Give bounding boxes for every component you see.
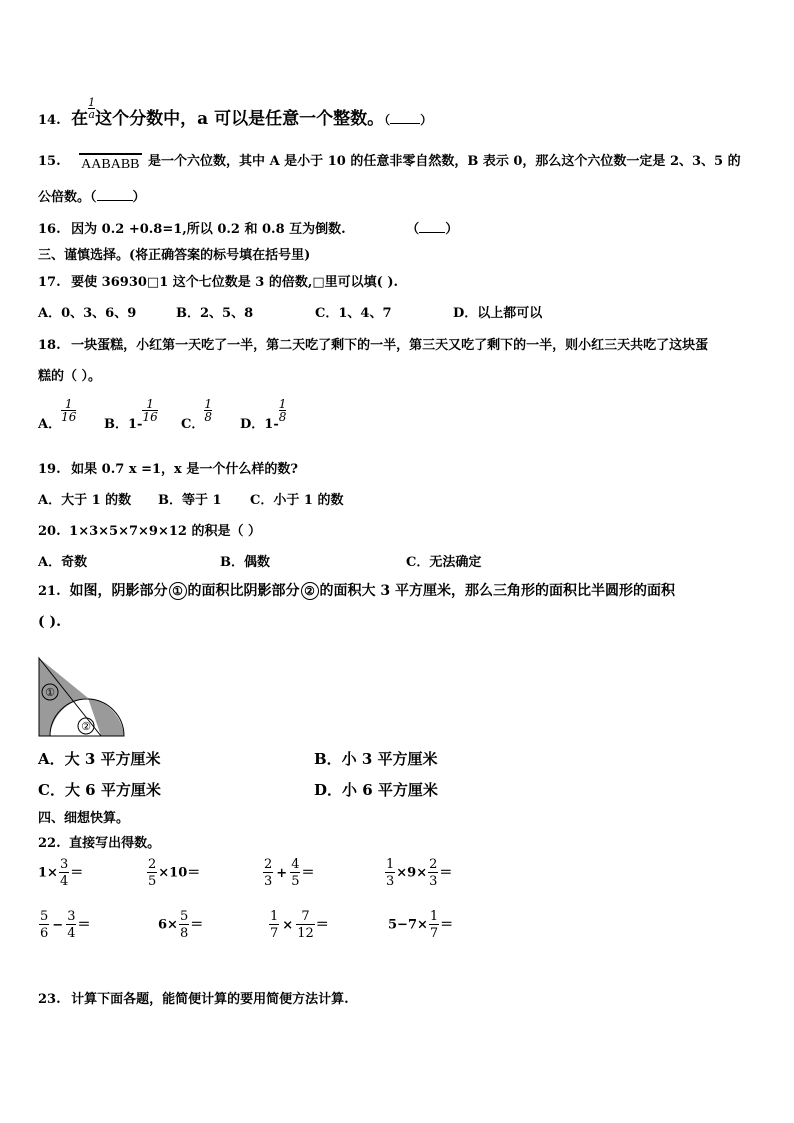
option-a[interactable]: A． $\frac{1}{16}$ <box>38 397 77 432</box>
question-text: 如果 0.7 x =1，x 是一个什么样的数? <box>71 462 298 477</box>
question-16: 16. 因为 0.2 +0.8=1,所以 0.2 和 0.8 互为倒数. （ ） <box>38 222 459 237</box>
question-17 <box>38 271 398 290</box>
fraction: $\frac{1}{8}$ <box>278 397 287 424</box>
option-c[interactable]: C．无法确定 <box>406 555 482 570</box>
fraction: $\frac{1}{16}$ <box>142 397 158 424</box>
question-number: 22. <box>38 836 61 851</box>
fraction: $\frac{1}{16}$ <box>61 397 77 424</box>
option-d[interactable]: D．小 6 平方厘米 <box>314 781 438 799</box>
question-text: 这个分数中，a 可以是任意一个整数。 <box>95 109 385 129</box>
question-number: 20. <box>38 524 61 539</box>
calc-expression-3: $\frac{2}{3}$ + $\frac{4}{5}$ ＝ <box>264 857 315 889</box>
question-14: 14. 在 $\frac{1}{a}$ 这个分数中，a 可以是任意一个整数。（ ） <box>38 96 433 129</box>
option-b[interactable]: B．等于 1 <box>158 493 222 508</box>
question-text: 一块蛋糕，小红第一天吃了一半，第二天吃了剩下的一半，第三天又吃了剩下的一半，则小红三天共吃了这块蛋 <box>71 338 709 353</box>
figure-label-2: ② <box>81 720 91 733</box>
option-a[interactable]: A．大 3 平方厘米 <box>38 750 161 768</box>
option-d[interactable]: D．1- $\frac{1}{8}$ <box>240 397 287 432</box>
answer-blank[interactable] <box>390 123 420 124</box>
question-18-cont: 糕的（ ）。 <box>38 369 102 384</box>
option-c[interactable]: C． $\frac{1}{8}$ <box>181 397 212 432</box>
option-c[interactable]: C．大 6 平方厘米 <box>38 781 161 799</box>
question-number: 16. <box>38 222 61 237</box>
option-a[interactable]: A．大于 1 的数 <box>38 493 132 508</box>
calc-expression-7: $\frac{1}{7}$ × $\frac{7}{12}$ ＝ <box>270 909 329 941</box>
option-b[interactable]: B．1- $\frac{1}{16}$ <box>104 397 158 432</box>
question-15-cont: 公倍数。（ ） <box>38 190 146 205</box>
option-b[interactable]: B．2、5、8 <box>176 306 254 321</box>
question-number: 23. <box>38 992 61 1007</box>
question-15 <box>38 150 741 170</box>
question-22 <box>38 832 160 851</box>
question-19 <box>38 458 298 477</box>
question-number: 17. <box>38 275 61 290</box>
option-c[interactable]: C．小于 1 的数 <box>250 493 344 508</box>
question-23 <box>38 988 349 1007</box>
option-a[interactable]: A．0、3、6、9 <box>38 306 137 321</box>
answer-blank[interactable] <box>419 232 445 233</box>
calc-expression-2: $\frac{2}{5}$ ×10＝ <box>148 857 201 889</box>
question-20 <box>38 520 261 539</box>
question-text: 1×3×5×7×9×12 的积是（ ） <box>69 524 261 539</box>
question-text: 是一个六位数，其中 A 是小于 10 的任意非零自然数，B 表示 0，那么这个六位数一定是 2、3、5 的 <box>148 154 741 169</box>
question-number: 14. <box>38 113 61 128</box>
calc-expression-6: 6× $\frac{5}{8}$ ＝ <box>158 909 204 941</box>
fraction: $\frac{1}{8}$ <box>204 397 212 424</box>
triangle-semicircle-figure <box>38 656 128 738</box>
question-number: 21. <box>38 584 61 599</box>
question-number: 18. <box>38 338 61 353</box>
section-4-heading: 四、细想快算。 <box>38 811 130 826</box>
overlined-number: AABABB <box>79 153 141 173</box>
question-text-prefix: 在 <box>71 109 89 129</box>
question-21: 21. 如图，阴影部分 ① 的面积比阴影部分 ② 的面积大 3 平方厘米，那么三角形的面积比半圆形的面积 <box>38 583 675 599</box>
calc-expression-8: 5−7× $\frac{1}{7}$ ＝ <box>388 909 454 941</box>
option-a[interactable]: A．奇数 <box>38 555 88 570</box>
section-3-heading: 三、谨慎选择。(将正确答案的标号填在括号里) <box>38 248 311 263</box>
question-text: 要使 36930□1 这个七位数是 3 的倍数,□里可以填( ). <box>71 275 399 290</box>
option-d[interactable]: D．以上都可以 <box>453 306 543 321</box>
calc-expression-5: $\frac{5}{6}$ − $\frac{3}{4}$ ＝ <box>40 909 91 941</box>
calc-expression-1: 1× $\frac{3}{4}$ ＝ <box>38 857 84 889</box>
question-18 <box>38 334 708 353</box>
calc-expression-4: $\frac{1}{3}$ ×9× $\frac{2}{3}$ ＝ <box>386 857 453 889</box>
question-number: 19. <box>38 462 61 477</box>
question-text: 因为 0.2 +0.8=1,所以 0.2 和 0.8 互为倒数. <box>71 222 346 237</box>
circled-two: ② <box>301 582 319 600</box>
circled-one: ① <box>169 582 187 600</box>
question-text: 计算下面各题，能简便计算的要用简便方法计算. <box>71 992 349 1007</box>
option-c[interactable]: C．1、4、7 <box>315 306 392 321</box>
question-text: 直接写出得数。 <box>69 836 161 851</box>
question-21-cont: ( ). <box>38 614 61 630</box>
fraction-1-over-a: $\frac{1}{a}$ <box>88 96 96 121</box>
option-b[interactable]: B．偶数 <box>220 555 270 570</box>
answer-blank[interactable] <box>97 200 133 201</box>
question-number: 15. <box>38 154 61 169</box>
figure-label-1: ① <box>45 686 55 699</box>
option-b[interactable]: B．小 3 平方厘米 <box>314 750 438 768</box>
